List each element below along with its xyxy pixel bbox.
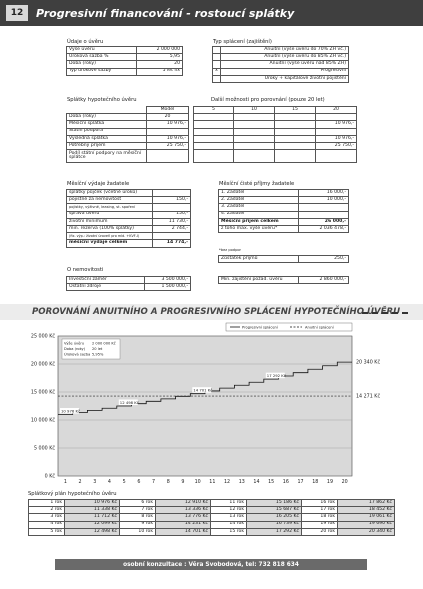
schedule-amount: 13 776 Kč [156,514,211,521]
table-row: splátky půjček (včetně úroků) [67,190,191,197]
table-row: 25 750,- [194,142,357,149]
table-row: Doba (roky) 20 [67,114,189,121]
schedule-year: 9 rok [120,521,156,528]
schedule-amount: 12 099 Kč [65,521,120,528]
schedule-amount: 16 739 Kč [247,521,302,528]
schedule-year: 3 rok [29,514,65,521]
table-row [194,114,357,121]
table-row: Výše úvěru 2 000 000 [67,47,183,54]
table-row: Podíl státní podpory na měsíční splátce [67,150,189,163]
schedule-table [28,499,395,536]
table-row: Měsíční příjem celkem 26 000,- [219,218,349,225]
income-heading: Měsíční čisté příjmy žadatele [219,181,295,187]
schedule-year: 14 rok [211,521,247,528]
table-row [29,514,395,521]
table-row: Anuitní (výše úvěru nad 85% ZH) [213,61,349,68]
table-row [29,521,395,528]
schedule-year: 18 rok [302,514,338,521]
table-row: Typ úrokové sazby 5 let fix [67,68,183,75]
page-title: Progresivní financování - rostoucí splátky [36,7,295,20]
table-row: z toho max. výše úvěru* 2 036 478,- [219,225,349,232]
schedule-amount: 13 336 Kč [156,507,211,514]
x-tick-label: 10 [194,480,201,485]
schedule-year: 6 rok [120,500,156,507]
table-row: pojistky, výživné, leasing, st. spoření [67,204,191,211]
table-row: Ostatní zdroje 1 500 000,- [67,284,191,291]
repayment-checkbox[interactable] [213,54,221,61]
expenses-heading: Měsíční výdaje žadatele [67,181,130,187]
x-tick-label: 1 [63,480,67,485]
schedule-amount: 15 186 Kč [247,500,302,507]
income-table [218,189,349,233]
y-tick-label: 0 Kč [44,474,55,480]
comparison-dash [362,312,408,314]
table-row [29,528,395,535]
income-note: *bez podpor [219,248,242,252]
table-row: Min. zajištění požad. úvěru 2 860 000,- [219,277,349,284]
schedule-amount: 12 910 Kč [156,500,211,507]
x-tick-label: 5 [122,480,126,485]
schedule-amount: 11 338 Kč [65,507,120,514]
repayment-checkbox[interactable] [213,75,221,82]
schedule-year: 15 rok [211,528,247,535]
surplus-table [218,255,349,263]
x-tick-label: 20 [341,480,348,485]
x-tick-label: 9 [181,480,185,485]
x-tick-label: 4 [107,480,111,485]
table-row: Úroky + kapitálové životní pojištění [213,75,349,82]
y-tick-label: 25 000 Kč [30,334,55,340]
annotation-label: 12 498 Kč [119,400,139,406]
expenses-table [66,189,191,248]
schedule-year: 13 rok [211,514,247,521]
schedule-year: 1 rok [29,500,65,507]
schedule-amount: 17 292 Kč [247,528,302,535]
y-tick-label: 15 000 Kč [30,390,55,396]
options-heading: Další možnosti pro porovnání (pouze 20 let) [211,97,325,103]
table-row: min. rezerva (100% splátky) 2 744,- [67,225,191,232]
x-tick-label: 17 [297,480,304,485]
legend-progressive-label: Progresivní splácení [242,325,278,330]
schedule-amount: 12 498 Kč [65,528,120,535]
table-row: Úroková sazba % 5,95 [67,54,183,61]
schedule-heading: Splátkový plán hypotečního úvěru [28,491,117,497]
schedule-year: 16 rok [302,500,338,507]
loan-data-table [66,46,183,76]
schedule-amount: 14 231 Kč [156,521,211,528]
table-row: Doba (roky) 20 [67,61,183,68]
schedule-year: 7 rok [120,507,156,514]
schedule-amount: 11 712 Kč [65,514,120,521]
repayment-chart [0,322,423,492]
consultation-footer: osobní konzultace : Věra Svobodová, tel: 732 818 634 [55,559,367,570]
table-row [29,500,395,507]
table-row: 10 976,- [194,121,357,128]
schedule-amount: 10 976 Kč [65,500,120,507]
x-tick-label: 6 [137,480,141,485]
schedule-year: 20 rok [302,528,338,535]
schedule-amount: 20 340 Kč [338,528,395,535]
table-row: 1. Žadatel 16 000,- [219,190,349,197]
repayment-checkbox[interactable]: x [213,68,221,75]
info-value: 2 000 000 Kč [92,341,116,346]
table-row: Zůstatek příjmů 250,- [219,256,349,263]
schedule-amount: 19 690 Kč [338,521,395,528]
table-row: Anuitní (výše úvěru do 85% ZH vč.) [213,54,349,61]
x-tick-label: 18 [312,480,319,485]
info-label: Doba (roky) [64,347,86,351]
schedule-year: 11 rok [211,500,247,507]
table-row: Investiční záměr 3 500 000,- [67,277,191,284]
repayment-type-heading: Typ splácení (zajištění) [213,39,272,45]
schedule-year: 4 rok [29,521,65,528]
annotation-label: 17 292 Kč [266,373,286,379]
loan-data-heading: Údaje o úvěru [67,39,104,45]
x-tick-label: 11 [209,480,216,485]
table-row: Anuitní (výše úvěru do 70% ZH vč.) [213,47,349,54]
housing-heading: Splátky hypotečního úvěru [67,97,137,103]
annotation-label: 10 976 Kč [61,408,81,414]
table-row: 3. Žadatel [219,204,349,211]
options-table [193,106,357,163]
property-table [66,276,191,291]
x-tick-label: 8 [166,480,170,485]
table-row [29,507,395,514]
table-row: x Progresivní [213,68,349,75]
schedule-amount: 14 701 Kč [156,528,211,535]
table-row: životní minimum 11 730,- [67,218,191,225]
page-number: 12 [6,5,28,21]
y-tick-label: 20 000 Kč [30,362,55,368]
table-row: pojistné za nemovitost 150,- [67,197,191,204]
table-row: 5 10 15 20 [194,107,357,114]
schedule-year: 5 rok [29,528,65,535]
x-tick-label: 19 [326,480,334,485]
property-heading: O nemovitosti [67,267,104,273]
table-row: Výsledná splátka 10 976,- [67,135,189,142]
legend-annuity-label: Anuitní splácení [305,325,334,330]
min-collateral-table [218,276,349,284]
table-row: 4. Žadatel [219,211,349,218]
annotation-label: 14 701 Kč [193,387,213,393]
table-row [194,150,357,163]
table-row: 2. Žadatel 10 000,- [219,197,349,204]
table-row: Státní podpora [67,128,189,135]
x-tick-label: 13 [238,480,245,485]
housing-table [66,106,189,163]
repayment-checkbox[interactable] [213,47,221,54]
info-label: Úroková sazba [64,352,91,357]
schedule-year: 19 rok [302,521,338,528]
annuity-label: 14 271 Kč [356,394,381,400]
repayment-checkbox[interactable] [213,61,221,68]
table-row: správa úvěru 150,- [67,211,191,218]
schedule-year: 8 rok [120,514,156,521]
schedule-amount: 18 452 Kč [338,507,395,514]
x-tick-label: 2 [78,480,82,485]
table-row: (fix. výp.: životní úroveň pro mld. +KVF-I) [67,233,191,240]
x-tick-label: 12 [223,480,231,485]
y-tick-label: 5 000 Kč [33,446,55,452]
table-row: 10 976,- [194,135,357,142]
x-tick-label: 14 [253,480,260,485]
table-row: Model [67,107,189,114]
schedule-year: 10 rok [120,528,156,535]
schedule-year: 17 rok [302,507,338,514]
table-row: Potřebný příjem 25 750,- [67,142,189,149]
schedule-year: 2 rok [29,507,65,514]
x-tick-label: 16 [282,480,289,485]
table-row [194,128,357,135]
comparison-title: POROVNÁNÍ ANUITNÍHO A PROGRESIVNÍHO SPLÁCENÍ HYPOTEČNÍHO ÚVĚRU [32,307,401,317]
info-value: 20 let [92,347,103,351]
table-row: měsíční výdaje celkem 14 774,- [67,240,191,247]
schedule-amount: 15 687 Kč [247,507,302,514]
progressive-end-label: 20 340 Kč [356,360,381,366]
x-tick-label: 3 [93,480,97,485]
x-tick-label: 7 [152,480,156,485]
info-label: Výše úvěru [64,341,85,346]
x-tick-label: 15 [268,480,275,485]
schedule-year: 12 rok [211,507,247,514]
info-value: 5,95% [92,352,104,357]
table-row: Měsíční splátka 10 976,- [67,121,189,128]
schedule-amount: 17 862 Kč [338,500,395,507]
y-tick-label: 10 000 Kč [30,418,55,424]
schedule-amount: 16 205 Kč [247,514,302,521]
repayment-type-table [212,46,349,83]
schedule-amount: 19 061 Kč [338,514,395,521]
